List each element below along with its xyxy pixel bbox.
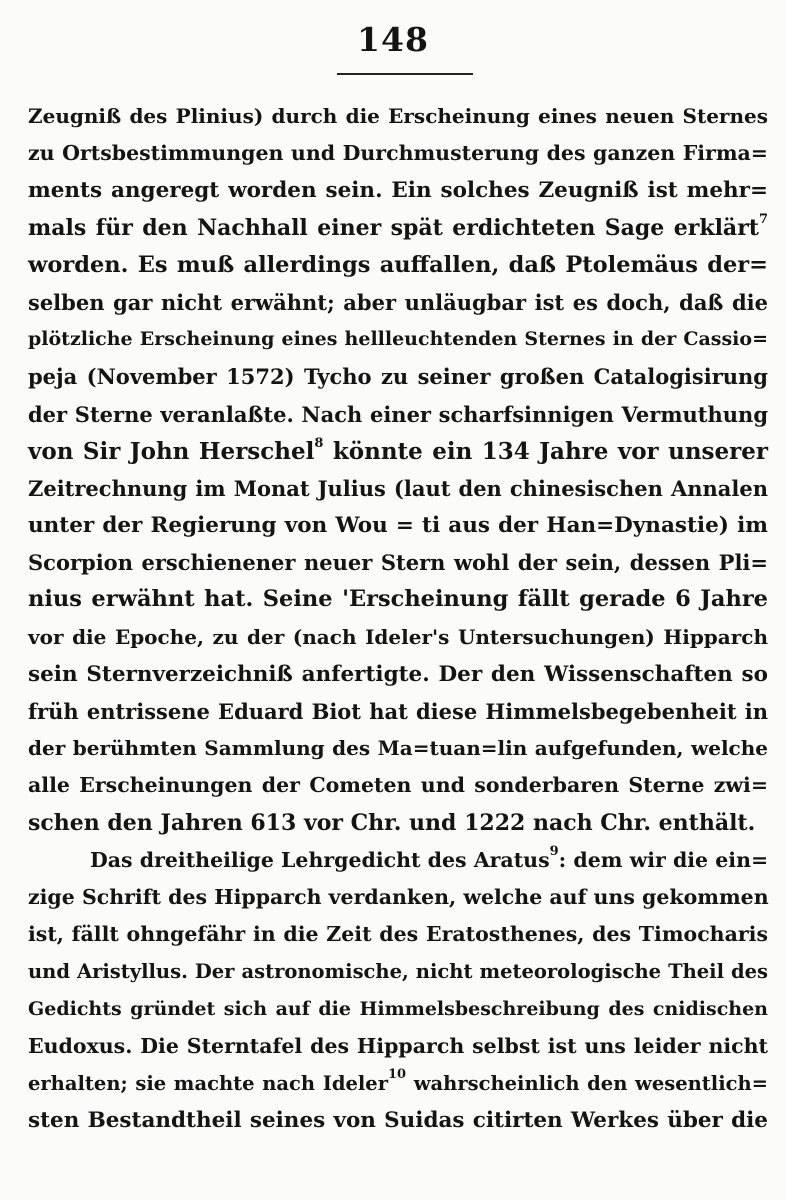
line-text: schen den Jahren 613 vor Chr. und 1222 nach Chr. enthält. xyxy=(28,809,756,836)
footnote-marker: 9 xyxy=(549,843,559,859)
text-line xyxy=(28,730,768,767)
text-line xyxy=(28,805,768,842)
line-text: worden. Es muß allerdings auffallen, daß Ptolemäus der= xyxy=(28,251,768,278)
header-rule xyxy=(337,73,473,75)
text-line xyxy=(28,321,768,358)
text-line xyxy=(28,842,768,879)
text-line xyxy=(28,1065,768,1102)
text-line xyxy=(28,135,768,172)
line-text: Eudoxus. Die Sterntafel des Hipparch selbst ist uns leider nicht xyxy=(28,1033,768,1058)
line-text: früh entrissene Eduard Biot hat diese Himmelsbegebenheit in xyxy=(28,699,768,724)
text-line xyxy=(28,544,768,581)
line-text: der Sterne veranlaßte. Nach einer scharfsinnigen Vermuthung xyxy=(28,401,768,427)
text-line xyxy=(28,879,768,916)
text-line xyxy=(28,284,768,321)
text-line xyxy=(28,247,768,284)
line-text: sein Sternverzeichniß anfertigte. Der den Wissenschaften so xyxy=(28,661,768,687)
line-text: zige Schrift des Hipparch verdanken, welche auf uns gekommen xyxy=(28,884,769,909)
line-text: nius erwähnt hat. Seine 'Erscheinung fällt gerade 6 Jahre xyxy=(28,586,768,613)
line-text: vor die Epoche, zu der (nach Ideler's Untersuchungen) Hipparch xyxy=(28,624,768,649)
text-line xyxy=(28,953,768,990)
line-text: selben gar nicht erwähnt; aber unläugbar ist es doch, daß die xyxy=(28,289,768,315)
line-text: ist, fällt ohngefähr in die Zeit des Eratosthenes, des Timocharis xyxy=(28,922,768,947)
line-text: zu Ortsbestimmungen und Durchmusterung des ganzen Firma= xyxy=(28,141,768,166)
text-line xyxy=(28,1028,768,1065)
text-line xyxy=(28,991,768,1028)
text-line xyxy=(28,581,768,618)
line-text: Scorpion erschienener neuer Stern wohl der sein, dessen Pli= xyxy=(28,550,768,576)
line-text: und Aristyllus. Der astronomische, nicht meteorologische Theil des xyxy=(28,960,768,984)
text-line xyxy=(28,693,768,730)
line-text: mals für den Nachhall einer spät erdichteten Sage erklärt xyxy=(28,214,759,241)
line-text: Gedichts gründet sich auf die Himmelsbeschreibung des cnidischen xyxy=(28,997,768,1020)
line-text: Zeitrechnung im Monat Julius (laut den chinesischen Annalen xyxy=(28,475,768,501)
line-text: unter der Regierung von Wou = ti aus der Han=Dynastie) im xyxy=(28,513,768,539)
line-text: peja (November 1572) Tycho zu seiner großen Catalogisirung xyxy=(28,364,768,390)
line-text: Das dreitheilige Lehrgedicht des Aratus xyxy=(90,847,550,872)
line-text: ments angeregt worden sein. Ein solches Zeugniß ist mehr= xyxy=(28,178,768,204)
text-line xyxy=(28,1102,768,1139)
line-text: der berühmten Sammlung des Ma=tuan=lin aufgefunden, welche xyxy=(28,736,768,761)
text-line xyxy=(28,210,768,247)
line-text-continued: könnte ein 134 Jahre vor unserer xyxy=(323,437,768,465)
footnote-marker: 10 xyxy=(387,1066,407,1082)
line-text: alle Erscheinungen der Cometen und sonderbaren Sterne zwi= xyxy=(28,773,768,798)
text-line xyxy=(28,172,768,209)
text-line xyxy=(28,656,768,693)
page-number: 148 xyxy=(357,20,429,59)
text-line xyxy=(28,916,768,953)
text-line xyxy=(28,767,768,804)
line-text: sten Bestandtheil seines von Suidas citirten Werkes über die xyxy=(28,1108,768,1134)
text-line xyxy=(28,433,768,470)
line-text: Zeugniß des Plinius) durch die Erscheinung eines neuen Sternes xyxy=(28,104,768,128)
text-line xyxy=(28,507,768,544)
footnote-marker: 8 xyxy=(314,435,324,451)
line-text: von Sir John Herschel xyxy=(28,437,315,465)
line-text-continued: : dem wir die ein= xyxy=(558,847,769,872)
line-text-continued: wahrscheinlich den wesentlich= xyxy=(406,1071,769,1095)
line-text: plötzliche Erscheinung eines hellleuchtenden Sternes in der Cassio= xyxy=(28,328,768,351)
footnote-marker: 7 xyxy=(758,211,768,227)
text-line xyxy=(28,396,768,433)
text-line xyxy=(28,619,768,656)
text-line xyxy=(28,470,768,507)
body-text xyxy=(28,98,768,1139)
line-text: erhalten; sie machte nach Ideler xyxy=(28,1071,388,1095)
text-line xyxy=(28,98,768,135)
text-line xyxy=(28,358,768,395)
